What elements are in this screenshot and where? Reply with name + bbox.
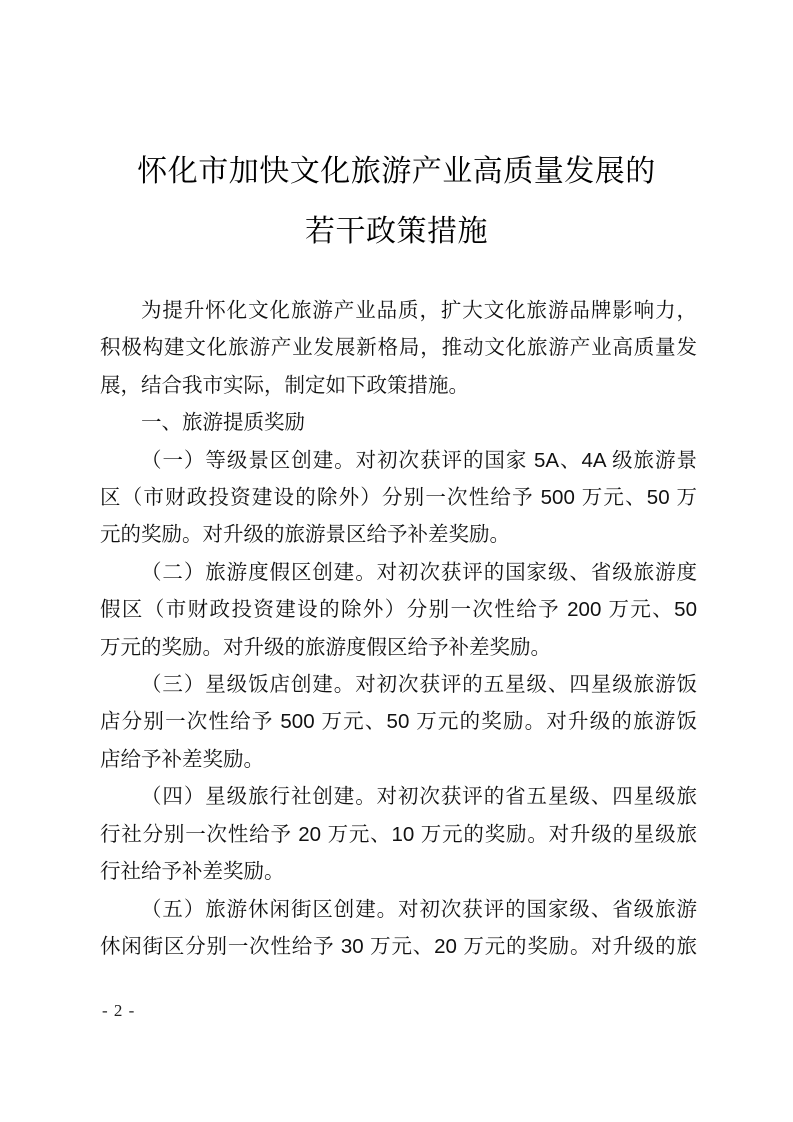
item-1-scenic-area-line: 元的奖励。对升级的旅游景区给予补差奖励。 [100,523,510,547]
item-4-travel-agency-line: 行社给予补差奖励。 [100,860,285,884]
item-1-scenic-area-line: （一）等级景区创建。对初次获评的国家 5A、4A 级旅游景 [141,448,697,472]
item-3-star-hotel-line: 店分别一次性给予 500 万元、50 万元的奖励。对升级的旅游饭 [100,710,697,734]
item-4-travel-agency-line: 行社分别一次性给予 20 万元、10 万元的奖励。对升级的星级旅 [100,822,697,846]
document-title [0,142,793,262]
intro-paragraph-line: 展，结合我市实际，制定如下政策措施。 [100,373,469,397]
intro-paragraph-line: 为提升怀化文化旅游产业品质，扩大文化旅游品牌影响力， [141,299,697,322]
intro-paragraph-line: 积极构建文化旅游产业发展新格局，推动文化旅游产业高质量发 [100,336,697,360]
item-3-star-hotel-line: 店给予补差奖励。 [100,747,264,771]
item-1-scenic-area-line: 区（市财政投资建设的除外）分别一次性给予 500 万元、50 万 [100,486,697,510]
document-title-line-2: 若干政策措施 [305,215,488,248]
item-5-leisure-block-line: （五）旅游休闲街区创建。对初次获评的国家级、省级旅游 [141,897,697,921]
item-4-travel-agency-line: （四）星级旅行社创建。对初次获评的省五星级、四星级旅 [141,785,697,809]
item-3-star-hotel-line: （三）星级饭店创建。对初次获评的五星级、四星级旅游饭 [141,673,697,697]
item-2-resort-area-line: 万元的奖励。对升级的旅游度假区给予补差奖励。 [100,635,551,659]
page-number: - 2 - [102,1001,136,1020]
document-title-line-1: 怀化市加快文化旅游产业高质量发展的 [137,155,656,188]
document-body [100,292,697,965]
item-5-leisure-block-line: 休闲街区分别一次性给予 30 万元、20 万元的奖励。对升级的旅 [100,934,697,958]
item-2-resort-area-line: （二）旅游度假区创建。对初次获评的国家级、省级旅游度 [141,560,697,584]
section-heading: 一、旅游提质奖励 [141,411,305,435]
item-2-resort-area-line: 假区（市财政投资建设的除外）分别一次性给予 200 万元、50 [100,598,697,622]
